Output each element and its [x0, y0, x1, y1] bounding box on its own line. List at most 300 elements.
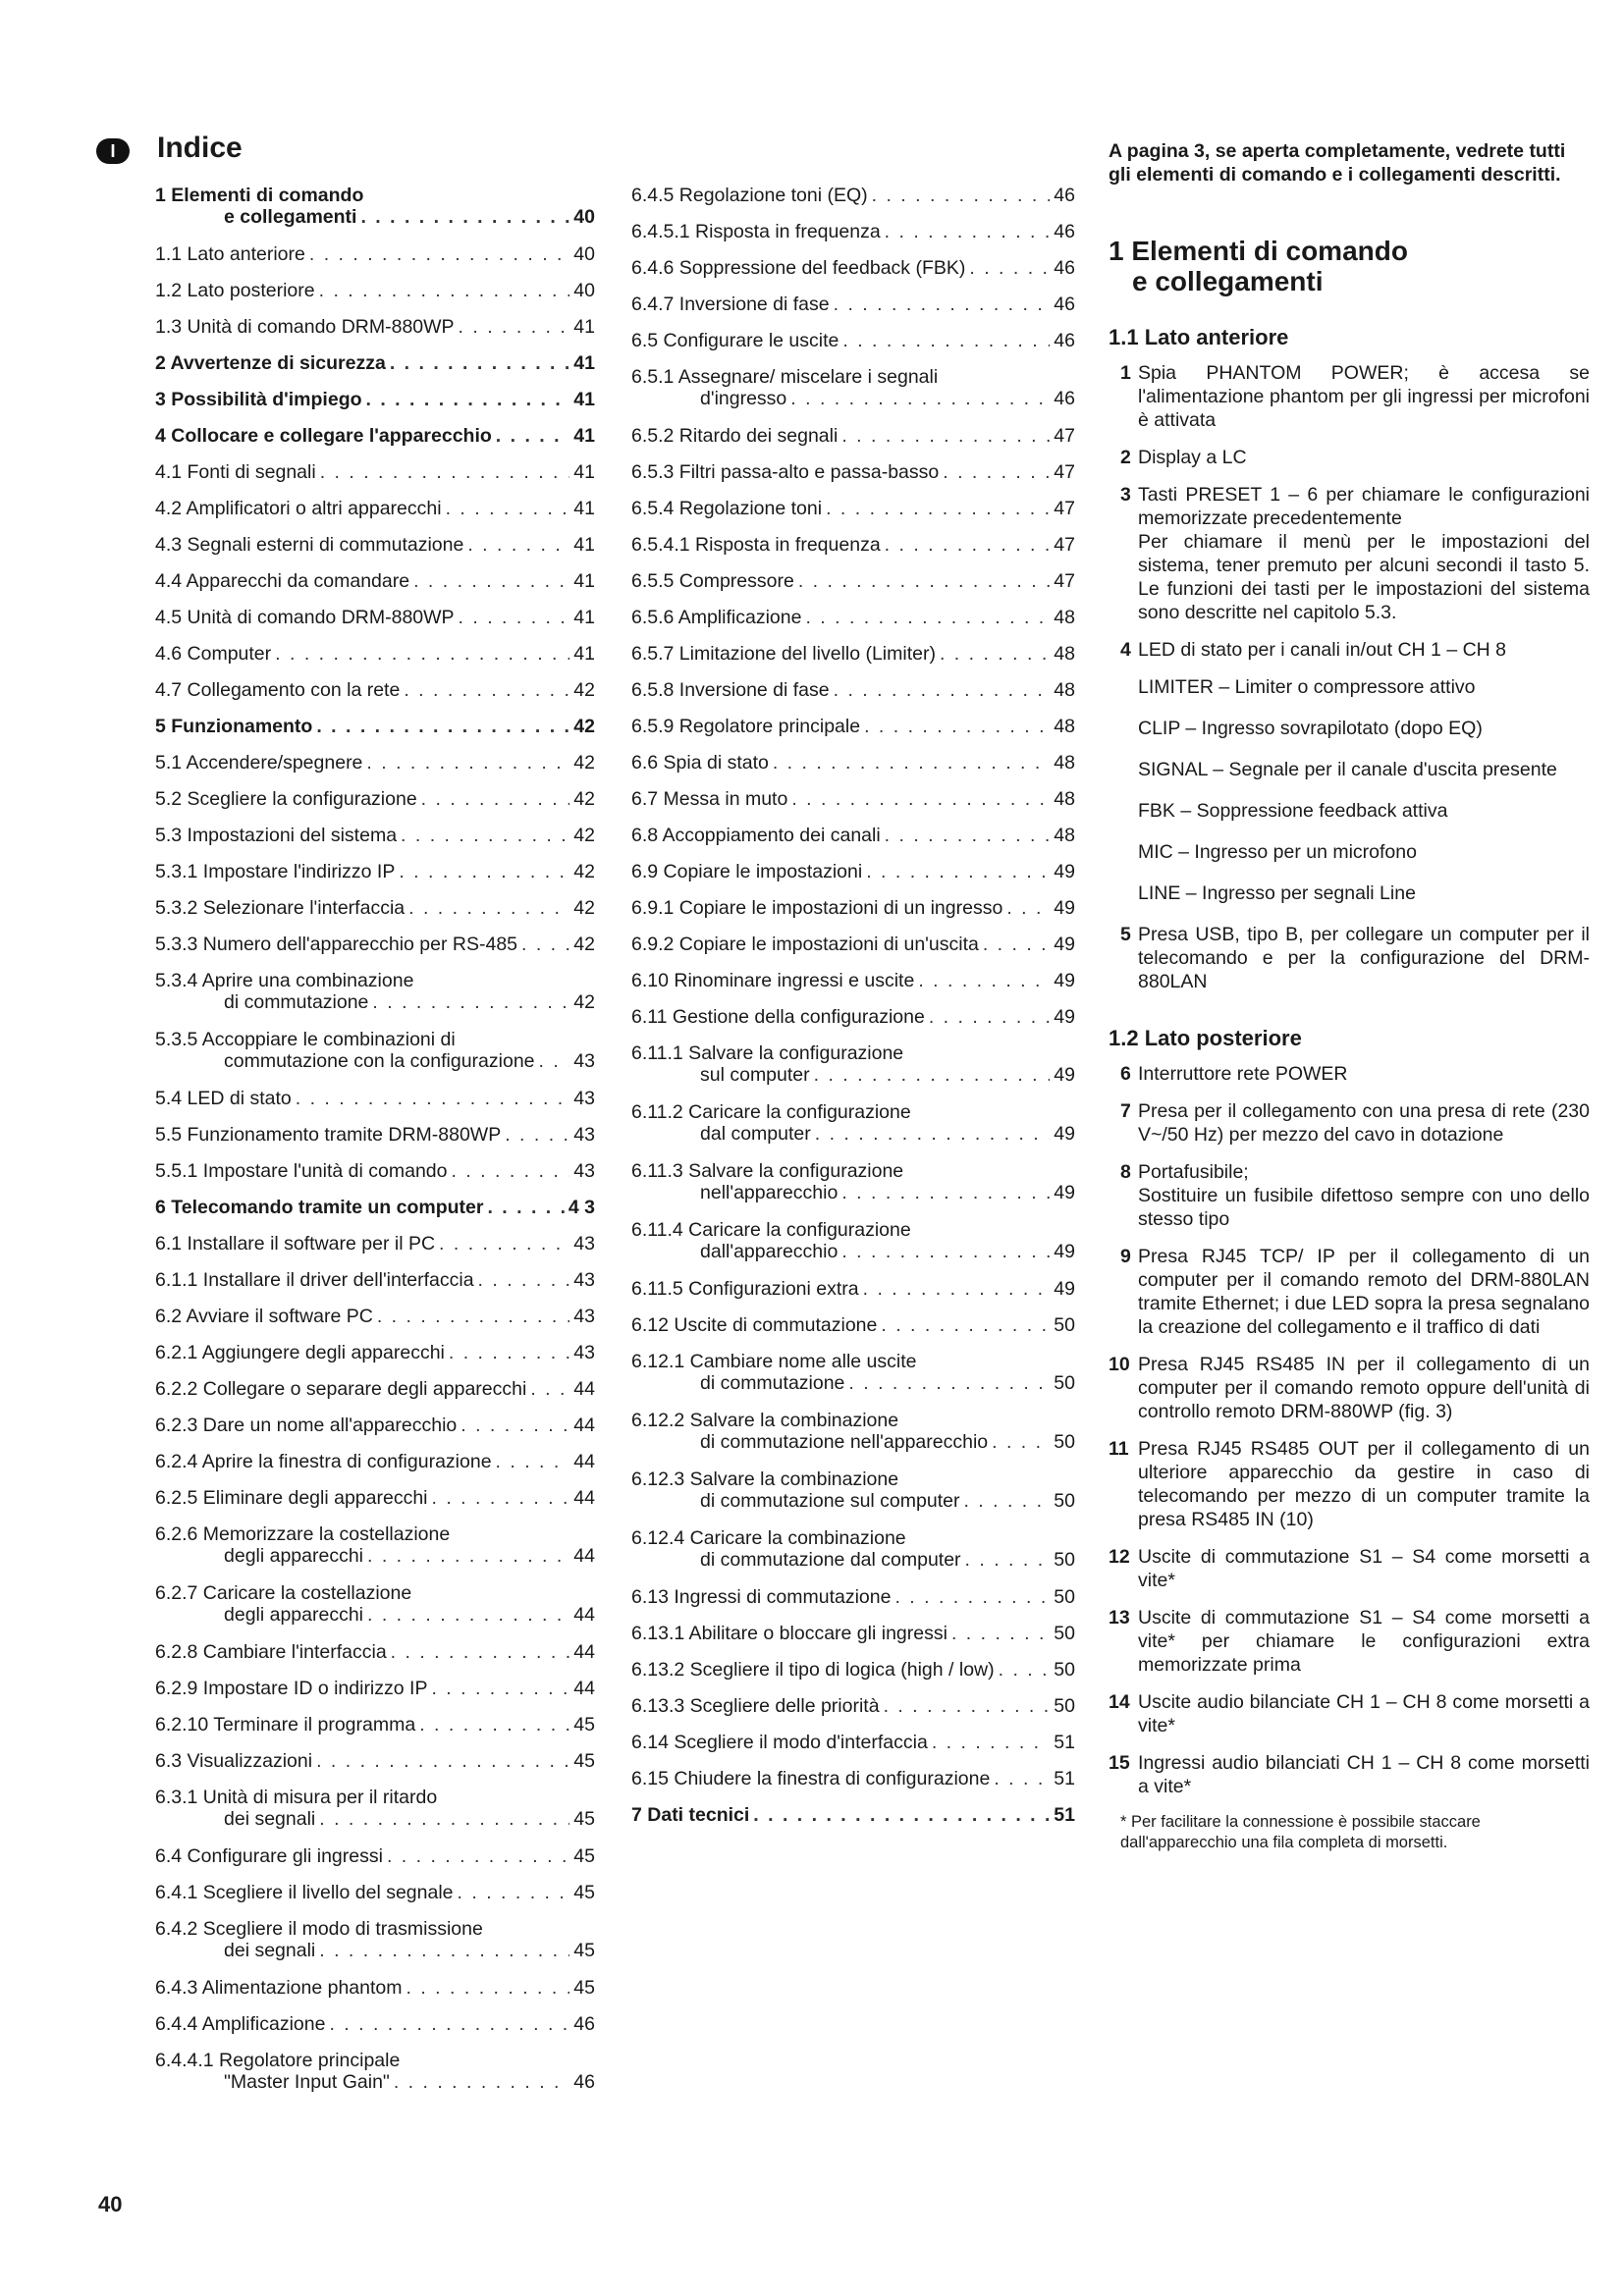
toc-leader-dots [815, 1123, 1051, 1145]
toc-entry-title: 6.1 Installare il software per il PC [155, 1233, 436, 1255]
toc-entry-title: 5.3.4 Aprire una combinazione [155, 970, 414, 991]
item-text: Spia PHANTOM POWER; è accesa se l'alimentazione phantom per gli ingressi per microfoni è attivata [1138, 362, 1590, 431]
toc-entry [155, 1714, 595, 1735]
toc-entry-title: 2 Avvertenze di sicurezza [155, 352, 386, 374]
toc-entry [631, 570, 1075, 592]
toc-page-number: 42 [573, 825, 595, 846]
toc-leader-dots [791, 788, 1050, 810]
toc-entry-title: 6.5.5 Compressore [631, 570, 794, 592]
list-item [1109, 1245, 1590, 1339]
toc-leader-dots [496, 425, 570, 447]
toc-entry-title: 6.12.2 Salvare la combinazione [631, 1410, 899, 1431]
toc-entry-title: 5.3.5 Accoppiare le combinazioni di [155, 1029, 456, 1050]
toc-entry-title: 6.4.5 Regolazione toni (EQ) [631, 185, 868, 206]
toc-entry-title: 1.3 Unità di comando DRM-880WP [155, 316, 455, 338]
toc-entry-title-cont: di commutazione [700, 1372, 845, 1394]
toc-leader-dots [773, 752, 1050, 774]
toc-leader-dots [969, 257, 1050, 279]
toc-page-number: 44 [573, 1451, 595, 1472]
toc-page-number: 44 [573, 1545, 595, 1567]
item-text: Interruttore rete POWER [1138, 1063, 1348, 1085]
toc-leader-dots [391, 1641, 570, 1663]
toc-entry [155, 2050, 595, 2093]
toc-page-number: 46 [1054, 257, 1075, 279]
toc-page-number: 43 [573, 1342, 595, 1363]
toc-leader-dots [451, 1160, 569, 1182]
toc-leader-dots [1006, 897, 1050, 919]
toc-page-number: 42 [573, 716, 595, 737]
toc-page-number: 47 [1054, 534, 1075, 556]
toc-entry-title: 6.11.4 Caricare la configurazione [631, 1219, 911, 1241]
toc-page-number: 41 [573, 498, 595, 519]
toc-page-number: 46 [573, 2013, 595, 2035]
toc-entry-title-cont: dall'apparecchio [700, 1241, 839, 1262]
toc-page-number: 47 [1054, 461, 1075, 483]
toc-entry-title: 6.4.4 Amplificazione [155, 2013, 326, 2035]
toc-leader-dots [460, 1415, 569, 1436]
list-item [1109, 1099, 1590, 1147]
subheading-rear: 1.2 Lato posteriore [1109, 1026, 1302, 1050]
toc-entry-title: 6.5.4 Regolazione toni [631, 498, 823, 519]
toc-entry-title: 4.1 Fonti di segnali [155, 461, 316, 483]
toc-page-number: 45 [573, 1808, 595, 1830]
toc-page-number: 49 [1054, 897, 1075, 919]
toc-leader-dots [863, 1278, 1051, 1300]
toc-entry-title: 6.2.4 Aprire la finestra di configurazione [155, 1451, 492, 1472]
toc-entry [155, 825, 595, 846]
toc-leader-dots [319, 280, 570, 301]
toc-entry-title: 6.5.3 Filtri passa-alto e passa-basso [631, 461, 940, 483]
toc-entry [155, 1197, 595, 1218]
toc-leader-dots [367, 1545, 569, 1567]
toc-leader-dots [826, 498, 1050, 519]
toc-leader-dots [963, 1490, 1050, 1512]
toc-leader-dots [467, 534, 569, 556]
toc-page-number: 41 [573, 425, 595, 447]
toc-page-number: 48 [1054, 716, 1075, 737]
toc-page-number: 49 [1054, 861, 1075, 882]
toc-entry-title: 7 Dati tecnici [631, 1804, 750, 1826]
led-legend: CLIP – Ingresso sovrapilotato (dopo EQ) [1138, 718, 1483, 739]
toc-page-number: 45 [573, 1882, 595, 1903]
toc-entry [155, 897, 595, 919]
toc-entry-title: 6.4.7 Inversione di fase [631, 294, 830, 315]
toc-page-number: 41 [573, 389, 595, 410]
item-number: 14 [1109, 1691, 1130, 1713]
item-number: 4 [1120, 639, 1131, 661]
toc-entry [631, 1768, 1075, 1789]
toc-page-number: 43 [573, 1160, 595, 1182]
toc-entry-title: 5.3.1 Impostare l'indirizzo IP [155, 861, 396, 882]
toc-entry-title: 6.2.3 Dare un nome all'apparecchio [155, 1415, 458, 1436]
toc-entry-title: 6.11.2 Caricare la configurazione [631, 1101, 911, 1123]
toc-page-number: 42 [573, 752, 595, 774]
toc-page-number: 46 [1054, 294, 1075, 315]
toc-page-number: 48 [1054, 679, 1075, 701]
toc-entry [155, 1582, 595, 1626]
toc-leader-dots [753, 1804, 1050, 1826]
toc-entry [631, 1527, 1075, 1571]
toc-leader-dots [885, 534, 1051, 556]
item-number: 5 [1120, 924, 1131, 945]
toc-entry-title-cont: dei segnali [224, 1940, 316, 1961]
toc-entry-title: 6.2.2 Collegare o separare degli apparecchi [155, 1378, 527, 1400]
toc-entry [155, 1678, 595, 1699]
toc-page-number: 50 [1054, 1431, 1075, 1453]
toc-page-number: 44 [573, 1641, 595, 1663]
toc-entry [631, 1219, 1075, 1262]
toc-entry [631, 970, 1075, 991]
toc-leader-dots [275, 643, 569, 665]
toc-entry [631, 461, 1075, 483]
toc-entry-title: 6.5.7 Limitazione del livello (Limiter) [631, 643, 936, 665]
toc-leader-dots [408, 897, 569, 919]
item-number: 12 [1109, 1546, 1130, 1568]
toc-page-number: 42 [573, 861, 595, 882]
toc-page-number: 41 [573, 607, 595, 628]
toc-entry [155, 1342, 595, 1363]
toc-entry-title: 1 Elementi di comando [155, 185, 364, 206]
toc-page-number: 45 [573, 1750, 595, 1772]
toc-leader-dots [319, 1808, 569, 1830]
toc-entry-title-cont: e collegamenti [224, 206, 357, 228]
section-title-line1: 1 Elementi di comando [1109, 236, 1408, 266]
toc-leader-dots [387, 1845, 569, 1867]
toc-entry [155, 1451, 595, 1472]
toc-leader-dots [413, 570, 569, 592]
toc-leader-dots [366, 389, 570, 410]
toc-page-number: 41 [573, 461, 595, 483]
toc-page-number: 45 [573, 1977, 595, 1999]
language-badge: I [96, 138, 130, 164]
toc-entry-title: 6.1.1 Installare il driver dell'interfaccia [155, 1269, 474, 1291]
toc-entry-title: 6.5 Configurare le uscite [631, 330, 839, 351]
toc-entry-title: 6.2.8 Cambiare l'interfaccia [155, 1641, 387, 1663]
toc-page-number: 49 [1054, 1278, 1075, 1300]
toc-page-number: 44 [573, 1604, 595, 1626]
toc-entry-title: 6.11.5 Configurazioni extra [631, 1278, 859, 1300]
toc-entry-title: 6.5.8 Inversione di fase [631, 679, 830, 701]
toc-entry [155, 1306, 595, 1327]
toc-leader-dots [994, 1768, 1050, 1789]
toc-column-1 [155, 185, 595, 2109]
toc-page-number: 42 [573, 679, 595, 701]
toc-entry [631, 825, 1075, 846]
toc-page-number: 42 [573, 991, 595, 1013]
toc-entry-title: 5.3 Impostazioni del sistema [155, 825, 398, 846]
section-title [1109, 236, 1590, 296]
item-number: 8 [1120, 1161, 1131, 1183]
toc-entry [155, 1641, 595, 1663]
item-number: 9 [1120, 1246, 1131, 1267]
toc-entry [155, 1750, 595, 1772]
toc-entry-title: 6.12.4 Caricare la combinazione [631, 1527, 906, 1549]
led-legend: FBK – Soppressione feedback attiva [1138, 800, 1448, 822]
toc-entry-title: 6.11.1 Salvare la configurazione [631, 1042, 904, 1064]
toc-entry-title: 5.1 Accendere/spegnere [155, 752, 363, 774]
toc-page-number: 42 [573, 788, 595, 810]
toc-entry [155, 1160, 595, 1182]
toc-page-number: 46 [573, 2071, 595, 2093]
toc-page-number: 43 [573, 1233, 595, 1255]
toc-page-number: 4 3 [568, 1197, 595, 1218]
toc-entry [631, 1410, 1075, 1453]
toc-entry [631, 934, 1075, 955]
toc-leader-dots [487, 1197, 564, 1218]
toc-entry [631, 788, 1075, 810]
toc-page-number: 47 [1054, 425, 1075, 447]
toc-entry-title: 5.5.1 Impostare l'unità di comando [155, 1160, 448, 1182]
toc-leader-dots [992, 1431, 1050, 1453]
toc-leader-dots [841, 425, 1050, 447]
toc-entry [155, 570, 595, 592]
toc-entry [155, 243, 595, 265]
toc-entry [631, 1042, 1075, 1086]
item-number: 1 [1120, 362, 1131, 384]
list-item [1109, 1690, 1590, 1737]
item-text-extra: Sostituire un fusibile difettoso sempre con uno dello stesso tipo [1138, 1185, 1590, 1230]
toc-page-number: 41 [573, 352, 595, 374]
toc-entry [631, 1160, 1075, 1203]
item-number: 13 [1109, 1607, 1130, 1629]
toc-leader-dots [399, 861, 569, 882]
toc-entry [155, 461, 595, 483]
toc-leader-dots [496, 1451, 570, 1472]
item-text: Tasti PRESET 1 – 6 per chiamare le configurazioni memorizzate precedentemente [1138, 484, 1590, 529]
toc-entry [155, 1787, 595, 1830]
toc-page-number: 49 [1054, 970, 1075, 991]
toc-entry-title-cont: degli apparecchi [224, 1604, 364, 1626]
toc-entry-title: 6.12 Uscite di commutazione [631, 1314, 878, 1336]
toc-leader-dots [932, 1732, 1050, 1753]
toc-entry-title: 6.9 Copiare le impostazioni [631, 861, 863, 882]
toc-entry [631, 1732, 1075, 1753]
toc-entry [155, 1415, 595, 1436]
item-text: Presa RJ45 RS485 OUT per il collegamento di un ulteriore apparecchio da gestire in caso di telecomando per mezzo di un computer tramite la presa RS485 IN (10) [1138, 1438, 1590, 1530]
toc-leader-dots [316, 716, 569, 737]
toc-entry-title: 6.2.7 Caricare la costellazione [155, 1582, 412, 1604]
toc-entry [631, 425, 1075, 447]
page-title: Indice [157, 132, 243, 164]
item-text: Uscite di commutazione S1 – S4 come morsetti a vite* [1138, 1546, 1590, 1591]
toc-entry-title: 6.13.1 Abilitare o bloccare gli ingressi [631, 1623, 947, 1644]
toc-entry-title: 6.12.1 Cambiare nome alle uscite [631, 1351, 917, 1372]
toc-entry [155, 389, 595, 410]
toc-entry [631, 716, 1075, 737]
toc-entry [155, 788, 595, 810]
toc-page-number: 48 [1054, 752, 1075, 774]
toc-entry-title: 6.15 Chiudere la finestra di configurazione [631, 1768, 991, 1789]
toc-entry-title: 6.3.1 Unità di misura per il ritardo [155, 1787, 438, 1808]
toc-leader-dots [834, 679, 1051, 701]
item-text-extra: Per chiamare il menù per le impostazioni del sistema, tener premuto per alcuni secondi il tasto 5. Le funzioni dei tasti per le impostazioni del sistema sono descritte nel capitolo 5.3. [1138, 531, 1590, 623]
toc-page-number: 46 [1054, 388, 1075, 409]
toc-entry [155, 970, 595, 1013]
toc-page-number: 48 [1054, 825, 1075, 846]
list-item [1109, 1751, 1590, 1798]
toc-page-number: 49 [1054, 1123, 1075, 1145]
toc-entry [155, 1378, 595, 1400]
toc-page-number: 46 [1054, 221, 1075, 242]
toc-entry [155, 1088, 595, 1109]
page-number: 40 [98, 2192, 123, 2216]
toc-entry-title: 6.4 Configurare gli ingressi [155, 1845, 383, 1867]
toc-entry-title-cont: degli apparecchi [224, 1545, 364, 1567]
toc-entry [631, 185, 1075, 206]
toc-entry [631, 897, 1075, 919]
toc-page-number: 51 [1054, 1804, 1075, 1826]
toc-page-number: 46 [1054, 330, 1075, 351]
toc-entry-title: 6.4.4.1 Regolatore principale [155, 2050, 401, 2071]
toc-leader-dots [459, 316, 570, 338]
toc-page-number: 43 [573, 1088, 595, 1109]
toc-entry-title-cont: di commutazione nell'apparecchio [700, 1431, 989, 1453]
toc-entry [155, 1918, 595, 1961]
toc-page-number: 50 [1054, 1314, 1075, 1336]
toc-entry-title-cont: di commutazione [224, 991, 369, 1013]
toc-leader-dots [421, 788, 570, 810]
toc-entry [631, 679, 1075, 701]
toc-entry-title: 5.2 Scegliere la configurazione [155, 788, 417, 810]
toc-entry-title: 5.5 Funzionamento tramite DRM-880WP [155, 1124, 502, 1146]
toc-entry-title-cont: nell'apparecchio [700, 1182, 839, 1203]
toc-leader-dots [814, 1064, 1051, 1086]
toc-entry-title: 4.5 Unità di comando DRM-880WP [155, 607, 455, 628]
list-item [1109, 483, 1590, 624]
toc-entry [155, 1523, 595, 1567]
toc-entry [155, 607, 595, 628]
footnote: * Per facilitare la connessione è possibile staccare dall'apparecchio una fila completa di morsetti. [1120, 1813, 1481, 1851]
toc-page-number: 40 [573, 206, 595, 228]
toc-entry [631, 1278, 1075, 1300]
toc-leader-dots [530, 1378, 569, 1400]
toc-leader-dots [918, 970, 1050, 991]
item-text: Display a LC [1138, 447, 1247, 468]
list-item [1109, 1545, 1590, 1592]
toc-leader-dots [390, 352, 569, 374]
toc-entry [155, 1124, 595, 1146]
toc-leader-dots [329, 2013, 569, 2035]
led-legend: MIC – Ingresso per un microfono [1138, 841, 1417, 863]
toc-leader-dots [842, 330, 1050, 351]
toc-page-number: 44 [573, 1487, 595, 1509]
toc-entry-title: 6.14 Scegliere il modo d'interfaccia [631, 1732, 928, 1753]
led-legend: SIGNAL – Segnale per il canale d'uscita presente [1138, 759, 1557, 780]
toc-leader-dots [394, 2071, 569, 2093]
item-number: 11 [1109, 1438, 1129, 1460]
toc-leader-dots [309, 243, 569, 265]
toc-page-number: 41 [573, 643, 595, 665]
toc-entry-title-cont: d'ingresso [700, 388, 787, 409]
toc-entry [155, 352, 595, 374]
toc-leader-dots [367, 1604, 569, 1626]
toc-entry-title-cont: dal computer [700, 1123, 811, 1145]
toc-page-number: 50 [1054, 1490, 1075, 1512]
toc-entry-title: 4.7 Collegamento con la rete [155, 679, 401, 701]
toc-page-number: 49 [1054, 1182, 1075, 1203]
led-legend: LIMITER – Limiter o compressore attivo [1138, 676, 1476, 698]
toc-entry-title: 4.6 Computer [155, 643, 272, 665]
toc-leader-dots [983, 934, 1050, 955]
toc-entry [631, 1586, 1075, 1608]
item-text: Presa RJ45 RS485 IN per il collegamento di un computer per il comando remoto oppure dell'unità di controllo remoto DRM-880WP (fig. 3) [1138, 1354, 1590, 1422]
toc-page-number: 45 [573, 1845, 595, 1867]
toc-page-number: 47 [1054, 498, 1075, 519]
item-number: 10 [1109, 1354, 1130, 1375]
toc-entry-title: 6.2.10 Terminare il programma [155, 1714, 416, 1735]
toc-page-number: 51 [1054, 1732, 1075, 1753]
toc-page-number: 43 [573, 1050, 595, 1072]
item-number: 2 [1120, 447, 1131, 468]
toc-entry-title-cont: sul computer [700, 1064, 810, 1086]
toc-entry [631, 643, 1075, 665]
list-item [1109, 1437, 1590, 1531]
toc-entry-title: 6.5.1 Assegnare/ miscelare i segnali [631, 366, 939, 388]
toc-leader-dots [366, 752, 569, 774]
toc-leader-dots [798, 570, 1050, 592]
toc-entry [155, 1233, 595, 1255]
toc-entry-title: 6.2 Avviare il software PC [155, 1306, 373, 1327]
list-item [1109, 1353, 1590, 1423]
toc-leader-dots [316, 1750, 569, 1772]
toc-entry-title: 5 Funzionamento [155, 716, 313, 737]
toc-entry [631, 366, 1075, 409]
toc-entry [155, 185, 595, 228]
subheading-front: 1.1 Lato anteriore [1109, 325, 1289, 349]
toc-leader-dots [446, 498, 570, 519]
toc-entry-title: 6.9.2 Copiare le impostazioni di un'uscita [631, 934, 979, 955]
toc-entry-title: 6.9.1 Copiare le impostazioni di un ingresso [631, 897, 1003, 919]
toc-page-number: 45 [573, 1714, 595, 1735]
list-item [1109, 638, 1590, 662]
item-text: Presa per il collegamento con una presa di rete (230 V~/50 Hz) per mezzo del cavo in dotazione [1138, 1100, 1590, 1146]
toc-leader-dots [951, 1623, 1050, 1644]
toc-entry-title: 6.3 Visualizzazioni [155, 1750, 313, 1772]
toc-entry-title: 6.2.6 Memorizzare la costellazione [155, 1523, 451, 1545]
toc-page-number: 50 [1054, 1549, 1075, 1571]
toc-entry-title: 1.2 Lato posteriore [155, 280, 315, 301]
toc-entry [155, 534, 595, 556]
list-item [1109, 1606, 1590, 1677]
toc-entry-title: 4.2 Amplificatori o altri apparecchi [155, 498, 442, 519]
toc-leader-dots [449, 1342, 569, 1363]
toc-entry [631, 1351, 1075, 1394]
item-number: 6 [1120, 1063, 1131, 1085]
toc-page-number: 50 [1054, 1695, 1075, 1717]
toc-entry [631, 1314, 1075, 1336]
toc-entry-title: 6.5.4.1 Risposta in frequenza [631, 534, 881, 556]
toc-entry [155, 1269, 595, 1291]
item-number: 15 [1109, 1752, 1130, 1774]
toc-leader-dots [885, 221, 1051, 242]
led-legend: LINE – Ingresso per segnali Line [1138, 882, 1416, 904]
toc-page-number: 48 [1054, 643, 1075, 665]
toc-entry-title: 6.4.3 Alimentazione phantom [155, 1977, 403, 1999]
toc-page-number: 48 [1054, 607, 1075, 628]
toc-page-number: 50 [1054, 1586, 1075, 1608]
list-item [1109, 446, 1590, 469]
toc-leader-dots [505, 1124, 569, 1146]
toc-leader-dots [834, 294, 1051, 315]
toc-entry-title: 6.12.3 Salvare la combinazione [631, 1468, 899, 1490]
toc-entry-title: 6.2.1 Aggiungere degli apparecchi [155, 1342, 445, 1363]
toc-entry-title: 6.2.5 Eliminare degli apparecchi [155, 1487, 428, 1509]
item-text: Portafusibile; [1138, 1161, 1249, 1183]
toc-leader-dots [881, 1314, 1050, 1336]
toc-entry-title-cont: di commutazione sul computer [700, 1490, 960, 1512]
toc-entry-title: 6.13.2 Scegliere il tipo di logica (high / low) [631, 1659, 995, 1681]
toc-leader-dots [872, 185, 1051, 206]
